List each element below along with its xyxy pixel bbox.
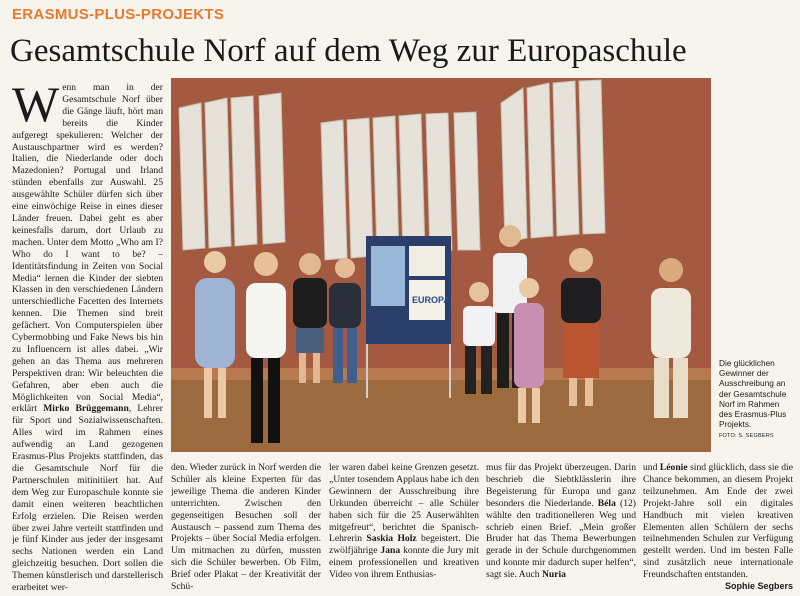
photo-caption (719, 358, 793, 442)
photo-credit: FOTO: S. SEGBERS (719, 433, 774, 440)
article-column-4 (486, 462, 636, 592)
kicker: ERASMUS-PLUS-PROJEKTS (12, 6, 225, 23)
article-column-3 (329, 462, 479, 592)
column-5-pre: und (643, 462, 658, 473)
person-name: Béla (597, 497, 616, 509)
column-1-text: enn man in der Gesamtschule Norf über die Gänge läuft, hört man bereits die Kinder aufgeregt spekulieren: Welcher der Austauschpartner wird es werden? Italien, die Niederlande oder doch Mazedonien? Portugal und Irland stünden ebenfalls zur Auswahl. 25 ausgewählte Schüler dürfen sich über eine einwöchige Reise in eines dieser Länder freuen. Dabei geht es aber keinesfalls darum, dort Urlaub zu machen. Unter dem Motto „Who am I? Who do I want to be? – Identitätsfindung in Zeiten von Social Media“ lernen die Kinder der siebten Klassen in den verschiedenen Ländern unterschiedliche Facetten des Internets kennen. Die Themen sind breit gefächert. Von Computerspielen über Cybermobbing und Fake News bis hin zu Influencern ist alles dabei. „Wir gehen an das Thema aus mehreren Perspektiven dran: Wir beleuchten die Gefahren, aber eben auch die Möglichkeiten von Social Media“, erklärt (12, 82, 163, 415)
article-column-5 (643, 462, 793, 592)
column-4-text: mus für das Projekt überzeugen. Darin beschrieb die Siebtklässlerin ihre Begeisterung für Europa und ganz besonders die Niederlande. (486, 462, 636, 509)
author-byline: Sophie Segbers (724, 581, 793, 592)
person-name: Léonie (659, 462, 688, 473)
article-photo (171, 78, 711, 452)
column-2-text: den. Wieder zurück in Norf werden die Schüler als kleine Experten für das jeweilige Thema die anderen Kinder unterrichten. Zwischen den gegenseitigen Besuchen soll der Austausch – passend zum Thema des Projekts – über Social Media erfolgen. Um mitmachen zu dürfen, mussten sich die Schüler bewerben. Ob Film, Brief oder Plakat – der Kreativität der Schü- (171, 462, 321, 592)
column-4-text-2: (12) wählte den traditionelleren Weg und schrieb einen Brief. „Mein großer Bruder hat das Thema Bewerbungen gerade in der Schule durchgenommen und konnte mir dadurch super helfen“, sagt sie. Auch (486, 497, 636, 581)
drop-cap: W (12, 82, 60, 132)
person-name: Saskia Holz (366, 533, 417, 545)
column-5-text: sind glücklich, dass sie die Chance bekommen, an diesem Projekt teilzunehmen. Am Ende der zwei Projekt-Jahre soll ein digitales Handbuch mit vielen kreativen Elementen allen Schülern der sechs teilnehmenden Schulen zur Verfügung gestellt werden. Und im besten Falle sind zusätzlich neue internationale Freundschaften entstanden. (643, 462, 793, 581)
column-3-text-3: konnte die Jury mit einem professionellen und kreativen Video von ihrem Enthusias- (329, 545, 479, 581)
caption-text: Die glücklichen Gewinner der Ausschreibung an der Gesamtschule Norf im Rahmen des Erasmus-Plus Projekts. (719, 358, 787, 430)
person-name-2: Jana (380, 545, 401, 557)
column-1-text-2: , Lehrer für Sport und Sozialwissenschaften. Alles wird im Rahmen eines aufwendig an Land gezogenen Erasmus-Plus Projekts stattfinden, das die Gesamtschule Norf für die Partnerschulen mitinitiiert hat. Auf dem Weg zur Europaschule konnte sie damit einen weiteren beachtlichen Erfolg erzielen. Die Reisen werden über zwei Jahre verteilt stattfinden und je fünf Kinder aus jeder der insgesamt sechs Nationen werden ein Land gleichzeitig besuchen. Dort sollen die Themen künstlerisch und darstellerisch erarbeitet wer- (12, 403, 163, 592)
group-photo (171, 78, 711, 452)
column-3-text: ler waren dabei keine Grenzen gesetzt. „Unter tosendem Applaus habe ich den Gewinnern der Ausschreibung ihre Urkunden überreicht – alle Schüler haben sich für die 25 Auserwählten mitgefreut“, berichtet die Spanisch-Lehrerin (329, 462, 479, 545)
article-column-2 (171, 462, 321, 592)
person-name: Mirko Brüggemann (43, 403, 129, 415)
headline: Gesamtschule Norf auf dem Weg zur Europaschule (10, 33, 687, 69)
article-column-1 (12, 82, 163, 592)
poster-text: EUROPA (412, 295, 450, 305)
person-name-2: Nuria (541, 569, 566, 581)
column-3-text-2: begeistert. Die zwölfjährige (329, 533, 479, 557)
